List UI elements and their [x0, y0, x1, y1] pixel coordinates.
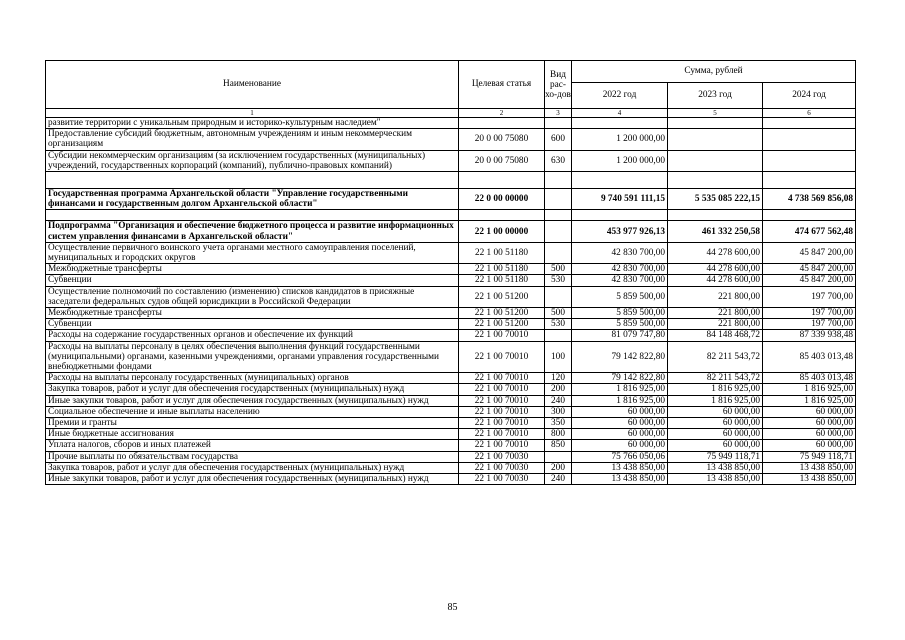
row-2023: 84 148 468,72: [668, 330, 763, 341]
row-2023: 221 800,00: [668, 286, 763, 307]
row-2022: 60 000,00: [572, 429, 668, 440]
row-vr: 630: [545, 150, 572, 171]
row-vr: [545, 189, 572, 210]
col-number: 5: [668, 109, 763, 118]
row-2024: 60 000,00: [763, 418, 856, 429]
row-code: 22 1 00 70010: [459, 429, 545, 440]
row-2022: 453 977 926,13: [572, 221, 668, 242]
row-2023: 82 211 543,72: [668, 341, 763, 373]
row-code: 22 1 00 70030: [459, 451, 545, 462]
empty-row: [46, 172, 856, 189]
header-name: Наименование: [46, 61, 459, 109]
row-2023: 75 949 118,71: [668, 451, 763, 462]
row-2024: 1 816 925,00: [763, 384, 856, 395]
row-name: Осуществление полномочий по составлению (изменению) списков кандидатов в присяжные заседатели федеральных судов общей юрисдикции в Российской Федерации: [46, 286, 459, 307]
row-code: 22 1 00 51180: [459, 275, 545, 286]
row-2024: 45 847 200,00: [763, 242, 856, 263]
row-code: 22 1 00 70010: [459, 440, 545, 451]
row-2022: 60 000,00: [572, 406, 668, 417]
col-number: 4: [572, 109, 668, 118]
row-2022: 13 438 850,00: [572, 462, 668, 473]
row-2022: 79 142 822,80: [572, 341, 668, 373]
row-vr: 600: [545, 129, 572, 150]
row-name: Иные закупки товаров, работ и услуг для обеспечения государственных (муниципальных) нужд: [46, 474, 459, 485]
row-2024: 60 000,00: [763, 440, 856, 451]
table-row-subprogram: [46, 221, 856, 242]
row-name: Расходы на выплаты персоналу в целях обеспечения выполнения функций государственными (муниципальными) органами, казенными учреждениями, органами управления государственными внебюджетными фондами: [46, 341, 459, 373]
row-2024: 60 000,00: [763, 406, 856, 417]
row-name: Субсидии некоммерческим организациям (за исключением государственных (муниципальных) учреждений, государственных корпораций (компаний), публично-правовых компаний): [46, 150, 459, 171]
row-code: 22 1 00 70010: [459, 406, 545, 417]
col-number: 3: [545, 109, 572, 118]
row-name: Осуществление первичного воинского учета органами местного самоуправления поселений, муниципальных и городских округов: [46, 242, 459, 263]
row-code: 20 0 00 75080: [459, 129, 545, 150]
table-row: [46, 286, 856, 307]
row-2023: 13 438 850,00: [668, 474, 763, 485]
table-row: [46, 451, 856, 462]
row-vr: 500: [545, 264, 572, 275]
row-vr: 300: [545, 406, 572, 417]
row-2024: 197 700,00: [763, 308, 856, 319]
row-vr: [545, 286, 572, 307]
row-2022: 5 859 500,00: [572, 286, 668, 307]
row-2024: 85 403 013,48: [763, 373, 856, 384]
row-2024: 85 403 013,48: [763, 341, 856, 373]
row-2023: 1 816 925,00: [668, 395, 763, 406]
row-2022: 13 438 850,00: [572, 474, 668, 485]
row-2023: 60 000,00: [668, 440, 763, 451]
row-2024: 197 700,00: [763, 319, 856, 330]
row-2023: 1 816 925,00: [668, 384, 763, 395]
row-code: 22 1 00 00000: [459, 221, 545, 242]
row-2022: 5 859 500,00: [572, 308, 668, 319]
row-2024: 13 438 850,00: [763, 462, 856, 473]
budget-table: [45, 60, 856, 485]
row-code: 22 1 00 51200: [459, 308, 545, 319]
row-2023: 44 278 600,00: [668, 264, 763, 275]
row-name: Подпрограмма "Организация и обеспечение бюджетного процесса и развитие информационных систем управления финансами в Архангельской области": [46, 221, 459, 242]
row-code: 22 1 00 70010: [459, 384, 545, 395]
table-row: [46, 406, 856, 417]
row-vr: [545, 118, 572, 129]
row-vr: [545, 242, 572, 263]
table-row: [46, 395, 856, 406]
row-2023: 44 278 600,00: [668, 275, 763, 286]
row-2023: [668, 150, 763, 171]
row-name: Прочие выплаты по обязательствам государства: [46, 451, 459, 462]
row-2022: 81 079 747,80: [572, 330, 668, 341]
row-name: Расходы на содержание государственных органов и обеспечение их функций: [46, 330, 459, 341]
row-name: Социальное обеспечение и иные выплаты населению: [46, 406, 459, 417]
row-name: Иные закупки товаров, работ и услуг для обеспечения государственных (муниципальных) нужд: [46, 395, 459, 406]
header-year-2024: 2024 год: [763, 83, 856, 109]
row-code: 22 1 00 70010: [459, 330, 545, 341]
table-row: [46, 264, 856, 275]
table-row: [46, 330, 856, 341]
row-2023: 60 000,00: [668, 418, 763, 429]
row-name: Закупка товаров, работ и услуг для обеспечения государственных (муниципальных) нужд: [46, 462, 459, 473]
table-row: [46, 150, 856, 171]
row-name: Субвенции: [46, 319, 459, 330]
table-row: [46, 418, 856, 429]
row-2024: 1 816 925,00: [763, 395, 856, 406]
row-code: [459, 118, 545, 129]
table-row: [46, 242, 856, 263]
row-2024: 474 677 562,48: [763, 221, 856, 242]
row-2024: 45 847 200,00: [763, 264, 856, 275]
header-year-2023: 2023 год: [668, 83, 763, 109]
table-row-program: [46, 189, 856, 210]
table-row: [46, 129, 856, 150]
row-2024: [763, 129, 856, 150]
row-2024: 13 438 850,00: [763, 474, 856, 485]
row-vr: [545, 330, 572, 341]
table-row: [46, 440, 856, 451]
row-2024: 197 700,00: [763, 286, 856, 307]
row-vr: [545, 221, 572, 242]
row-vr: 120: [545, 373, 572, 384]
row-code: 22 1 00 70010: [459, 395, 545, 406]
table-row: [46, 275, 856, 286]
row-2022: 1 816 925,00: [572, 395, 668, 406]
row-name: Премии и гранты: [46, 418, 459, 429]
row-vr: 240: [545, 474, 572, 485]
row-2022: 1 816 925,00: [572, 384, 668, 395]
table-row: [46, 462, 856, 473]
header-expense-type: Вид рас-хо-дов: [545, 61, 572, 109]
row-vr: 200: [545, 384, 572, 395]
row-2023: 461 332 250,58: [668, 221, 763, 242]
row-code: 22 1 00 70030: [459, 474, 545, 485]
row-2022: 42 830 700,00: [572, 275, 668, 286]
col-number: 2: [459, 109, 545, 118]
row-name: Иные бюджетные ассигнования: [46, 429, 459, 440]
row-2024: 45 847 200,00: [763, 275, 856, 286]
row-name: Закупка товаров, работ и услуг для обеспечения государственных (муниципальных) нужд: [46, 384, 459, 395]
row-2024: [763, 118, 856, 129]
row-2022: 60 000,00: [572, 440, 668, 451]
row-2024: 4 738 569 856,08: [763, 189, 856, 210]
row-name: Уплата налогов, сборов и иных платежей: [46, 440, 459, 451]
row-code: 22 1 00 51200: [459, 286, 545, 307]
row-2024: 75 949 118,71: [763, 451, 856, 462]
row-2024: [763, 150, 856, 171]
table-row: [46, 308, 856, 319]
table-row: [46, 341, 856, 373]
header-sum: Сумма, рублей: [572, 61, 856, 83]
row-vr: 530: [545, 319, 572, 330]
row-2023: 60 000,00: [668, 406, 763, 417]
row-2022: 79 142 822,80: [572, 373, 668, 384]
col-number: 6: [763, 109, 856, 118]
row-2022: 1 200 000,00: [572, 129, 668, 150]
col-number: 1: [46, 109, 459, 118]
row-2024: 87 339 938,48: [763, 330, 856, 341]
row-2022: 75 766 050,06: [572, 451, 668, 462]
row-2022: 1 200 000,00: [572, 150, 668, 171]
table-row: [46, 429, 856, 440]
row-2023: 44 278 600,00: [668, 242, 763, 263]
row-code: 22 1 00 70010: [459, 341, 545, 373]
page-number: 85: [447, 602, 458, 613]
row-code: 22 1 00 51180: [459, 242, 545, 263]
row-code: 22 1 00 70010: [459, 418, 545, 429]
row-2023: 13 438 850,00: [668, 462, 763, 473]
header-target-article: Целевая статья: [459, 61, 545, 109]
row-code: 22 1 00 51180: [459, 264, 545, 275]
row-code: 22 1 00 70030: [459, 462, 545, 473]
row-2023: 82 211 543,72: [668, 373, 763, 384]
row-2022: [572, 118, 668, 129]
row-vr: 350: [545, 418, 572, 429]
row-2024: 60 000,00: [763, 429, 856, 440]
row-vr: 850: [545, 440, 572, 451]
row-2022: 5 859 500,00: [572, 319, 668, 330]
row-vr: 200: [545, 462, 572, 473]
row-name: Межбюджетные трансферты: [46, 308, 459, 319]
table-row: [46, 384, 856, 395]
row-2023: [668, 129, 763, 150]
row-2023: 5 535 085 222,15: [668, 189, 763, 210]
row-vr: 240: [545, 395, 572, 406]
row-2023: 221 800,00: [668, 319, 763, 330]
row-code: 22 1 00 70010: [459, 373, 545, 384]
row-name: Государственная программа Архангельской области "Управление государственными финансами и государственным долгом Архангельской области": [46, 189, 459, 210]
row-vr: 530: [545, 275, 572, 286]
row-code: 22 0 00 00000: [459, 189, 545, 210]
table-row: [46, 118, 856, 129]
row-vr: 800: [545, 429, 572, 440]
row-2022: 42 830 700,00: [572, 242, 668, 263]
row-2022: 9 740 591 111,15: [572, 189, 668, 210]
table-row: [46, 319, 856, 330]
row-code: 20 0 00 75080: [459, 150, 545, 171]
row-name: Межбюджетные трансферты: [46, 264, 459, 275]
row-vr: [545, 451, 572, 462]
row-2023: 60 000,00: [668, 429, 763, 440]
row-2022: 42 830 700,00: [572, 264, 668, 275]
table-row: [46, 474, 856, 485]
empty-row: [46, 210, 856, 221]
row-name: развитие территории с уникальным природным и историко-культурным наследием": [46, 118, 459, 129]
row-name: Расходы на выплаты персоналу государственных (муниципальных) органов: [46, 373, 459, 384]
row-code: 22 1 00 51200: [459, 319, 545, 330]
row-name: Субвенции: [46, 275, 459, 286]
row-vr: 100: [545, 341, 572, 373]
row-2023: [668, 118, 763, 129]
row-2023: 221 800,00: [668, 308, 763, 319]
row-name: Предоставление субсидий бюджетным, автономным учреждениям и иным некоммерческим организациям: [46, 129, 459, 150]
row-2022: 60 000,00: [572, 418, 668, 429]
header-year-2022: 2022 год: [572, 83, 668, 109]
table-row: [46, 373, 856, 384]
row-vr: 500: [545, 308, 572, 319]
